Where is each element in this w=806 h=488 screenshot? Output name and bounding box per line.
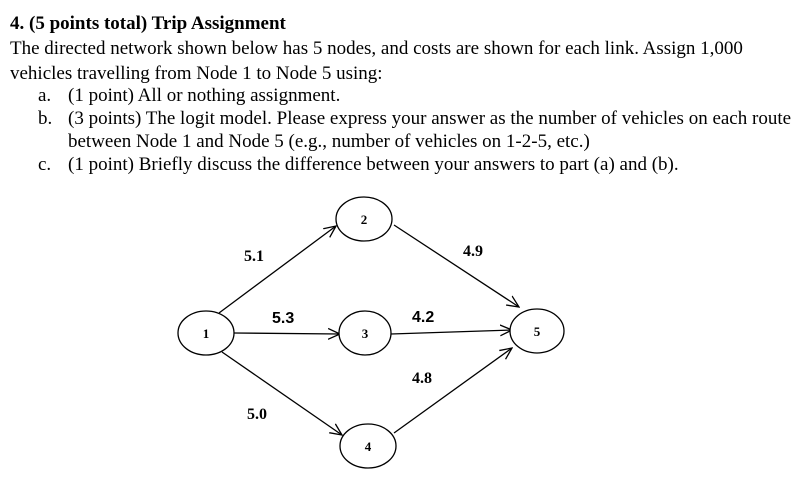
cost-label-4-5: 4.8 [412, 370, 432, 387]
link-1-3 [234, 333, 340, 334]
part-a-text: (1 point) All or nothing assignment. [68, 85, 341, 106]
node-1 [178, 311, 234, 355]
question-title: 4. (5 points total) Trip Assignment [10, 13, 286, 34]
part-b-letter: b. [38, 108, 53, 129]
link-3-5 [391, 330, 512, 334]
link-4-5 [394, 348, 512, 433]
part-a-letter: a. [38, 85, 52, 106]
node-2-label: 2 [360, 212, 368, 227]
node-2 [336, 197, 392, 241]
node-4-label: 4 [364, 439, 372, 454]
node-3-label: 3 [361, 326, 369, 341]
cost-label-1-4: 5.0 [247, 406, 267, 423]
question-body: The directed network shown below has 5 nodes, and costs are shown for each link. Assign 1,000 vehicles travelling from Node 1 to Node 5 using: [10, 38, 743, 84]
node-5-label: 5 [533, 324, 541, 339]
cost-label-3-5: 4.2 [412, 309, 435, 326]
cost-label-1-2: 5.1 [244, 248, 264, 265]
link-2-5 [394, 225, 519, 307]
part-c-text: (1 point) Briefly discuss the difference between your answers to part (a) and (b). [68, 154, 679, 175]
node-4 [340, 424, 396, 468]
cost-label-1-3: 5.3 [272, 310, 295, 327]
cost-label-2-5: 4.9 [463, 243, 483, 260]
part-c-letter: c. [38, 154, 52, 175]
part-b-text: (3 points) The logit model. Please express your answer as the number of vehicles on each route between Node 1 and Node 5 (e.g., number of vehicles on 1-2-5, etc.) [68, 108, 792, 152]
node-5 [510, 309, 564, 353]
node-3 [339, 311, 391, 355]
link-1-4 [222, 352, 342, 435]
node-1-label: 1 [202, 326, 210, 341]
link-1-2 [219, 226, 336, 313]
